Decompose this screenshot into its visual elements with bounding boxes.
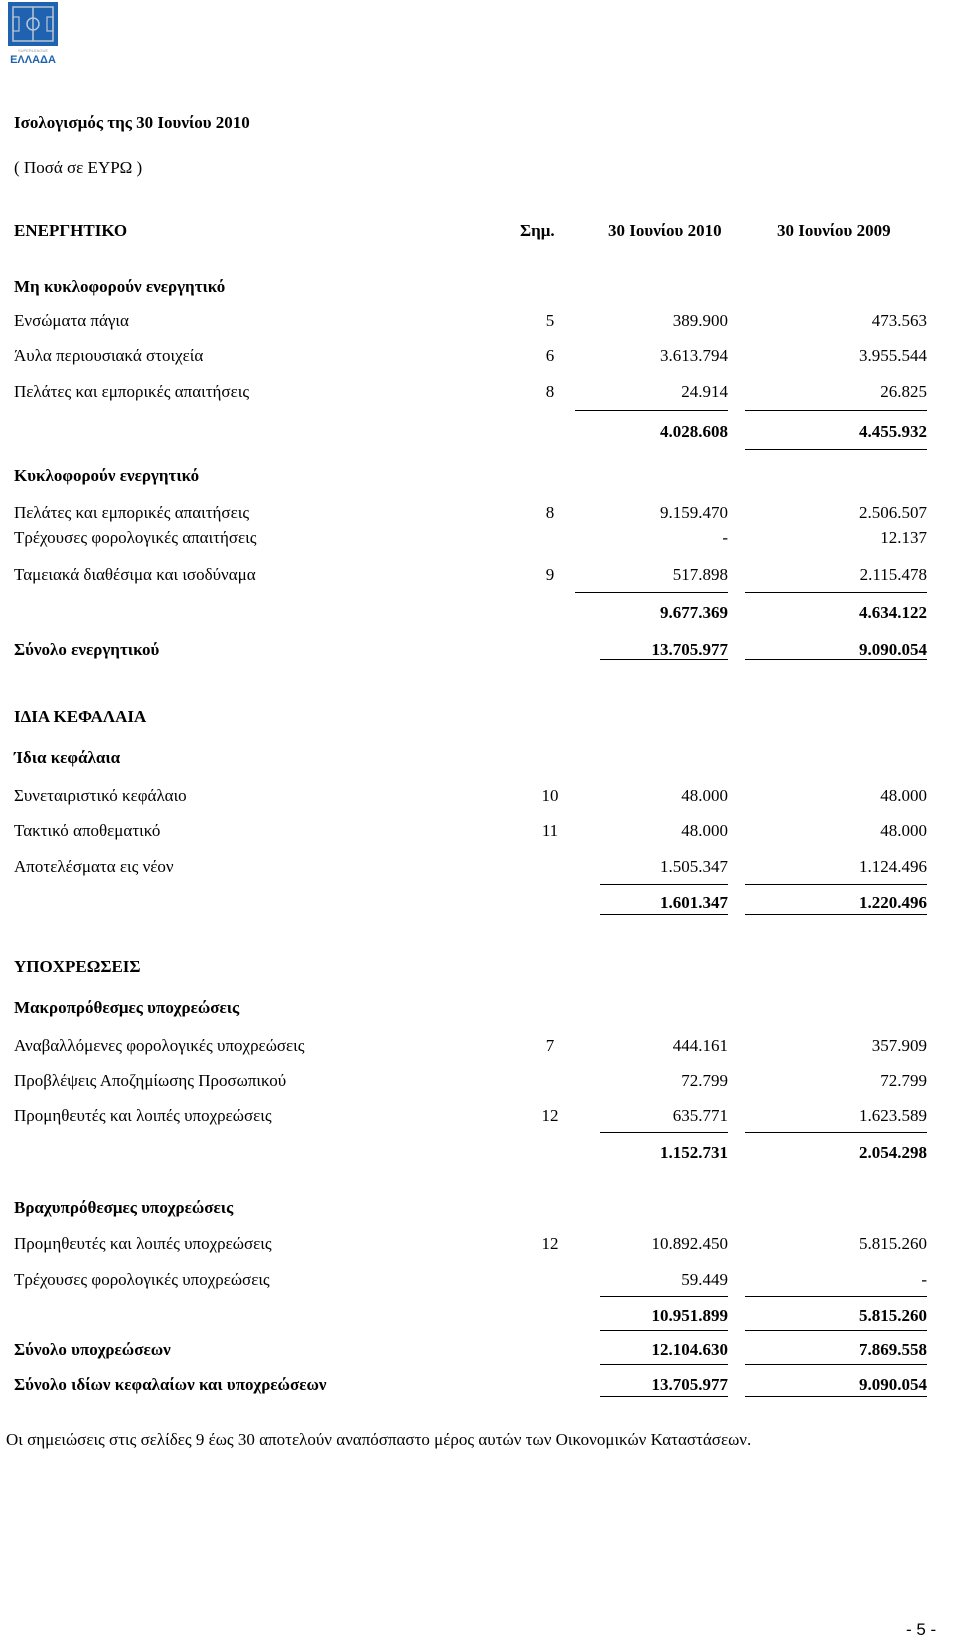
row-label: Προμηθευτές και λοιπές υποχρεώσεις (14, 1234, 272, 1253)
row-note: 5 (545, 311, 555, 330)
subtotal-rule (600, 914, 728, 915)
row-value-2009: 2.506.507 (859, 503, 927, 522)
row-value-2009: 5.815.260 (859, 1234, 927, 1253)
subtotal-rule (745, 1296, 927, 1297)
row-value-2010: - (722, 528, 728, 547)
row-value-2009: 1.623.589 (859, 1106, 927, 1125)
row-label: Συνεταιριστικό κεφάλαιο (14, 786, 187, 805)
equity-section-heading: ΙΔΙΑ ΚΕΦΑΛΑΙΑ (14, 707, 147, 726)
col-2009-header: 30 Ιουνίου 2009 (777, 221, 891, 240)
row-note: 11 (541, 821, 559, 840)
subtotal-rule (745, 1330, 927, 1331)
row-value-2009: 2.115.478 (859, 565, 927, 584)
noncurrent-total-2009: 4.455.932 (859, 422, 927, 441)
longterm-total-2009: 2.054.298 (859, 1143, 927, 1162)
row-value-2009: 357.909 (871, 1036, 927, 1055)
row-value-2010: 24.914 (681, 382, 728, 401)
equity-total-2009: 1.220.496 (859, 893, 927, 912)
row-value-2010: 517.898 (672, 565, 728, 584)
row-label: Άυλα περιουσιακά στοιχεία (14, 346, 204, 365)
col-2010-header: 30 Ιουνίου 2010 (608, 221, 722, 240)
row-value-2010: 3.613.794 (660, 346, 728, 365)
row-note: 12 (541, 1106, 559, 1125)
row-note: 7 (545, 1036, 555, 1055)
row-value-2009: 26.825 (880, 382, 927, 401)
assets-section-heading: ΕΝΕΡΓΗΤΙΚΟ (14, 221, 128, 240)
total-assets-2010: 13.705.977 (651, 640, 728, 659)
noncurrent-assets-heading: Μη κυκλοφορούν ενεργητικό (14, 277, 226, 296)
grand-total-2009: 9.090.054 (859, 1375, 927, 1394)
row-value-2010: 10.892.450 (651, 1234, 728, 1253)
row-label: Προβλέψεις Αποζημίωσης Προσωπικού (14, 1071, 287, 1090)
row-label: Αναβαλλόμενες φορολογικές υποχρεώσεις (14, 1036, 305, 1055)
row-value-2010: 635.771 (672, 1106, 728, 1125)
subtotal-rule (745, 884, 927, 885)
page-number: - 5 - (906, 1620, 937, 1639)
total-assets-2009: 9.090.054 (859, 640, 927, 659)
row-note: 8 (545, 382, 555, 401)
row-label: Τρέχουσες φορολογικές απαιτήσεις (14, 528, 257, 547)
row-value-2009: 1.124.496 (859, 857, 927, 876)
total-rule (600, 1364, 728, 1365)
current-assets-heading: Κυκλοφορούν ενεργητικό (14, 466, 200, 485)
row-value-2010: 59.449 (681, 1270, 728, 1289)
total-rule (600, 1396, 728, 1397)
total-rule (600, 659, 728, 660)
row-note: 8 (545, 503, 555, 522)
row-value-2010: 444.161 (672, 1036, 728, 1055)
equity-heading: Ίδια κεφάλαια (14, 748, 121, 767)
row-value-2009: 473.563 (871, 311, 927, 330)
noncurrent-total-2010: 4.028.608 (660, 422, 728, 441)
total-liabilities-2009: 7.869.558 (859, 1340, 927, 1359)
subtotal-rule (575, 410, 728, 411)
subtotal-rule (745, 449, 927, 450)
row-value-2010: 48.000 (681, 821, 728, 840)
longterm-liabilities-heading: Μακροπρόθεσμες υποχρεώσεις (14, 998, 240, 1017)
currency-note: ( Ποσά σε ΕΥΡΩ ) (14, 158, 143, 177)
row-note: 6 (545, 346, 555, 365)
note-column-header: Σημ. (520, 221, 555, 240)
shortterm-total-2010: 10.951.899 (651, 1306, 728, 1325)
row-note: 10 (541, 786, 559, 805)
subtotal-rule (745, 914, 927, 915)
shortterm-total-2009: 5.815.260 (859, 1306, 927, 1325)
row-note: 9 (545, 565, 555, 584)
grand-total-label: Σύνολο ιδίων κεφαλαίων και υποχρεώσεων (14, 1375, 327, 1394)
row-value-2009: 3.955.544 (859, 346, 927, 365)
row-label: Τακτικό αποθεματικό (14, 821, 161, 840)
liabilities-section-heading: ΥΠΟΧΡΕΩΣΕΙΣ (14, 957, 141, 976)
row-value-2009: 12.137 (880, 528, 927, 547)
total-rule (745, 1396, 927, 1397)
superleague-logo (6, 0, 60, 68)
row-value-2010: 72.799 (681, 1071, 728, 1090)
grand-total-2010: 13.705.977 (651, 1375, 728, 1394)
total-liabilities-label: Σύνολο υποχρεώσεων (14, 1340, 171, 1359)
row-note: 12 (541, 1234, 559, 1253)
row-label: Πελάτες και εμπορικές απαιτήσεις (14, 503, 250, 522)
row-label: Πελάτες και εμπορικές απαιτήσεις (14, 382, 250, 401)
row-value-2010: 9.159.470 (660, 503, 728, 522)
row-label: Προμηθευτές και λοιπές υποχρεώσεις (14, 1106, 272, 1125)
subtotal-rule (745, 1132, 927, 1133)
current-total-2010: 9.677.369 (660, 603, 728, 622)
subtotal-rule (745, 592, 927, 593)
footnote: Οι σημειώσεις στις σελίδες 9 έως 30 αποτελούν αναπόσπαστο μέρος αυτών των Οικονομικών Καταστάσεων. (6, 1430, 752, 1449)
row-value-2009: 72.799 (880, 1071, 927, 1090)
total-rule (745, 659, 927, 660)
subtotal-rule (745, 410, 927, 411)
row-value-2009: 48.000 (880, 821, 927, 840)
row-value-2009: 48.000 (880, 786, 927, 805)
subtotal-rule (600, 1330, 728, 1331)
row-label: Τρέχουσες φορολογικές υποχρεώσεις (14, 1270, 270, 1289)
shortterm-liabilities-heading: Βραχυπρόθεσμες υποχρεώσεις (14, 1198, 234, 1217)
longterm-total-2010: 1.152.731 (660, 1143, 728, 1162)
row-label: Ενσώματα πάγια (14, 311, 129, 330)
subtotal-rule (600, 884, 728, 885)
subtotal-rule (600, 1132, 728, 1133)
total-assets-label: Σύνολο ενεργητικού (14, 640, 160, 659)
page-title: Ισολογισμός της 30 Ιουνίου 2010 (14, 113, 250, 132)
current-total-2009: 4.634.122 (859, 603, 927, 622)
logo-subtext: SUPERLEAGUE (17, 48, 49, 53)
subtotal-rule (575, 592, 728, 593)
row-label: Ταμειακά διαθέσιμα και ισοδύναμα (14, 565, 256, 584)
logo-text: ΕΛΛΑΔΑ (10, 54, 56, 66)
row-value-2010: 48.000 (681, 786, 728, 805)
row-value-2010: 1.505.347 (660, 857, 728, 876)
subtotal-rule (600, 1296, 728, 1297)
total-liabilities-2010: 12.104.630 (651, 1340, 728, 1359)
equity-total-2010: 1.601.347 (660, 893, 728, 912)
row-value-2010: 389.900 (672, 311, 728, 330)
row-label: Αποτελέσματα εις νέον (14, 857, 174, 876)
row-value-2009: - (921, 1270, 927, 1289)
total-rule (745, 1364, 927, 1365)
